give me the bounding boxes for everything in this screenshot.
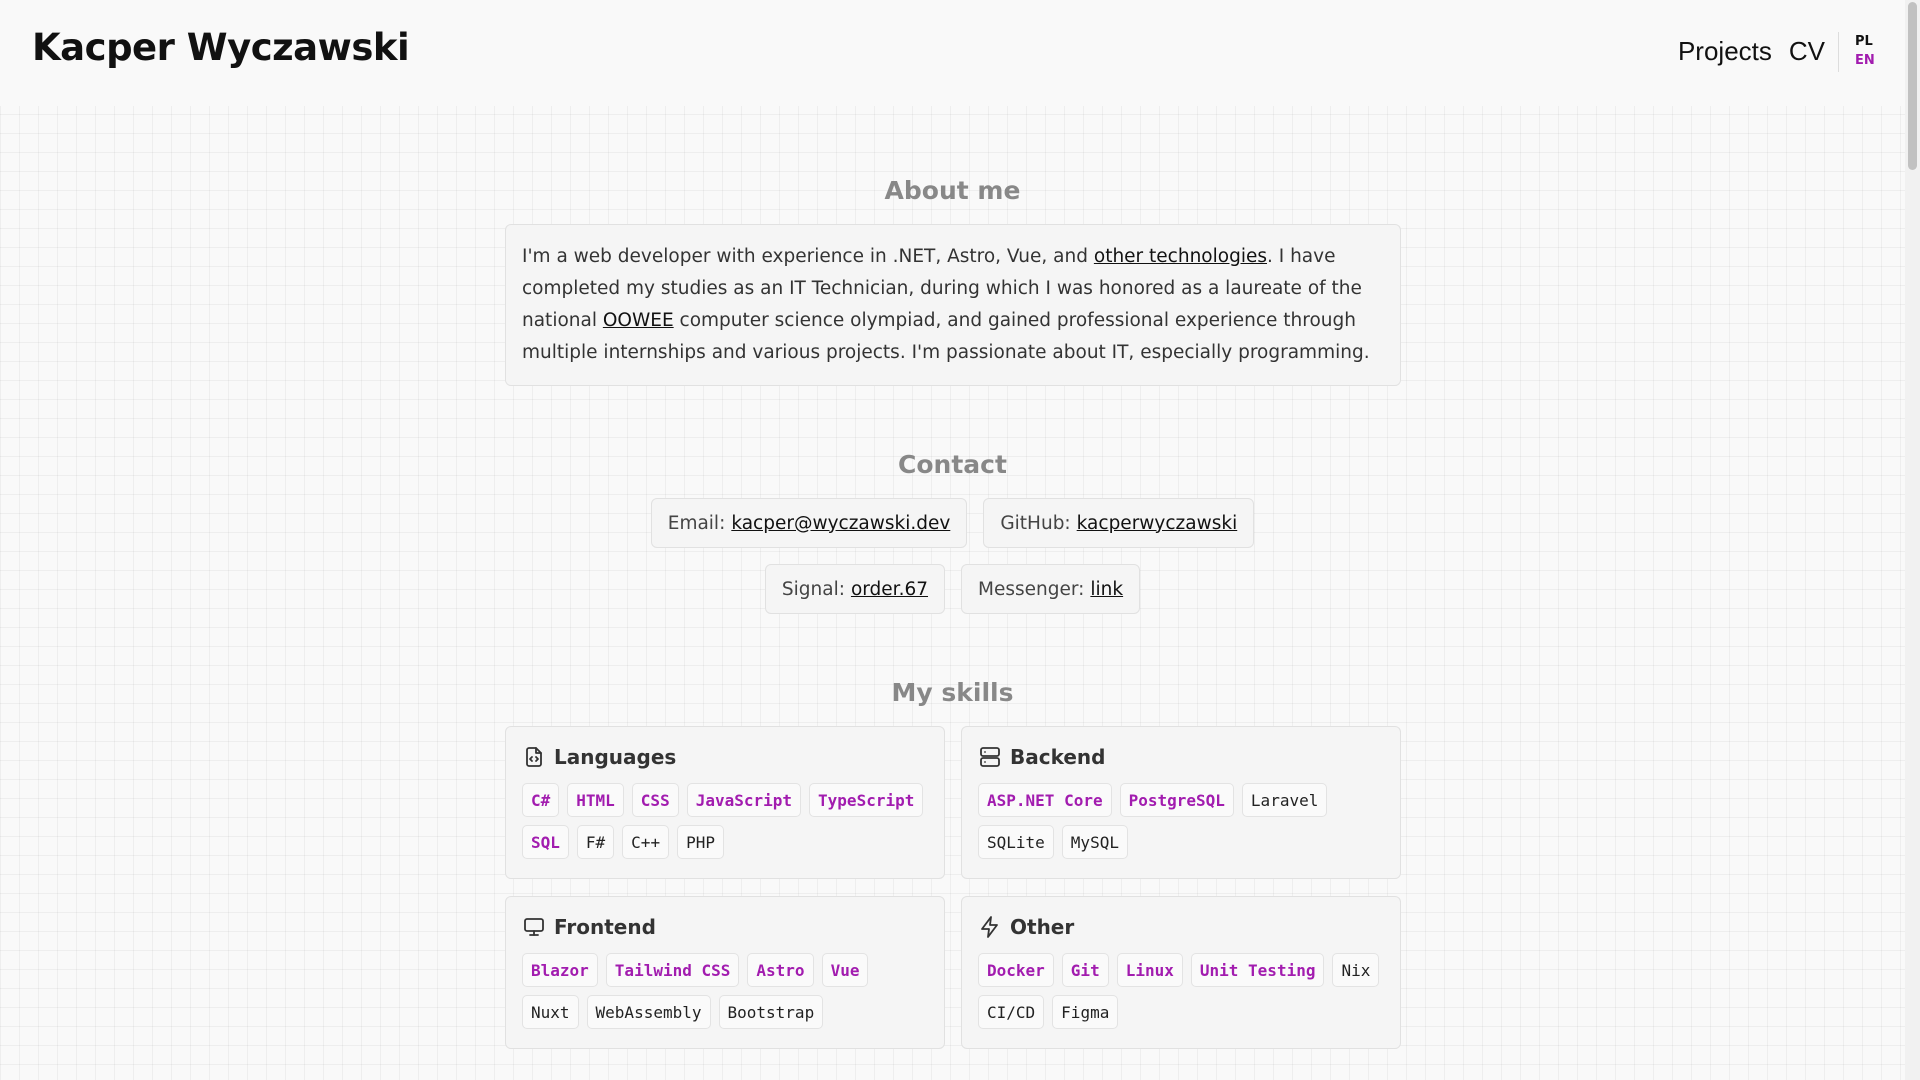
contact-github-label: GitHub: [1000,512,1071,534]
skill-tags [522,783,928,859]
skill-tag: TypeScript [809,783,923,817]
skill-tag: WebAssembly [587,995,711,1029]
other-technologies-link[interactable]: other technologies [1093,246,1267,267]
site-brand[interactable]: Kacper Wyczawski [32,26,410,69]
skill-tag: PostgreSQL [1120,783,1234,817]
contact-email-label: Email: [667,512,726,534]
skill-card-other [961,896,1401,1049]
skill-tag: Vue [822,953,869,987]
contact-github-link[interactable]: kacperwyczawski [1076,512,1238,534]
skill-tag: JavaScript [687,783,801,817]
skill-tag: Git [1062,953,1109,987]
skill-tags [978,783,1384,859]
contact-messenger-link[interactable]: link [1090,578,1124,600]
about-text-2: . I have completed my studies as an IT Technician, during which I was honored as a laureate of the national [522,246,1362,331]
skill-tag: Laravel [1242,783,1327,817]
skill-tag: Unit Testing [1191,953,1325,987]
contact-row-2 [0,564,1905,614]
skill-tag: HTML [567,783,624,817]
monitor-icon [522,915,546,939]
skill-card-header [978,745,1384,769]
contact-signal [765,564,945,614]
code-file-icon [522,745,546,769]
site-header [0,0,1905,106]
contact-email [651,498,968,548]
contact-messenger-label: Messenger: [978,578,1085,600]
lang-pl-link[interactable]: PL [1855,34,1873,49]
lightning-icon [978,915,1002,939]
skill-tag: Nuxt [522,995,579,1029]
main-nav [1678,36,1825,67]
skill-tag: Bootstrap [719,995,824,1029]
skill-tag: Figma [1052,995,1118,1029]
skill-tag: PHP [677,825,724,859]
skill-card-header [978,915,1384,939]
skill-tags [522,953,928,1029]
contact-github [983,498,1254,548]
contact-title: Contact [898,450,1007,479]
skill-tag: Docker [978,953,1054,987]
skill-tag: SQL [522,825,569,859]
contact-signal-label: Signal: [781,578,845,600]
nav-cv-link[interactable]: CV [1788,36,1825,66]
contact-row-1 [0,498,1905,548]
skill-tag: C++ [622,825,669,859]
skill-tag: ASP.NET Core [978,783,1112,817]
skill-card-title: Other [1010,915,1075,939]
skill-tag: CSS [632,783,679,817]
skill-tag: Tailwind CSS [606,953,740,987]
skill-card-backend [961,726,1401,879]
skill-card-title: Backend [1010,745,1106,769]
skill-tag: Blazor [522,953,598,987]
page-scrollbar[interactable] [1905,0,1920,1080]
skill-tag: Linux [1117,953,1183,987]
about-text-1: I'm a web developer with experience in .NET, Astro, Vue, and [522,246,1094,267]
contact-email-link[interactable]: kacper@wyczawski.dev [731,512,951,534]
about-text-3: computer science olympiad, and gained professional experience through multiple internships and various projects. I'm passionate about IT, especially programming. [522,310,1370,363]
skill-tag: SQLite [978,825,1054,859]
skill-tag: C# [522,783,559,817]
lang-en-link[interactable]: EN [1855,53,1875,68]
skill-tag: CI/CD [978,995,1044,1029]
skill-card-header [522,745,928,769]
oowee-link[interactable]: OOWEE [602,310,674,331]
nav-projects-link[interactable]: Projects [1677,36,1772,66]
scrollbar-thumb[interactable] [1908,2,1917,170]
contact-signal-link[interactable]: order.67 [850,578,929,600]
skill-card-title: Languages [554,745,677,769]
contact-messenger [961,564,1140,614]
skill-card-title: Frontend [554,915,656,939]
skill-tag: F# [577,825,614,859]
nav-divider [1838,32,1839,72]
skill-card-header [522,915,928,939]
skill-card-languages [505,726,945,879]
server-icon [978,745,1002,769]
skill-tag: Astro [747,953,813,987]
skill-card-frontend [505,896,945,1049]
about-title: About me [884,176,1021,205]
language-switcher [1855,33,1875,69]
skill-tag: Nix [1332,953,1379,987]
about-card [505,224,1401,386]
skill-tags [978,953,1384,1029]
skill-tag: MySQL [1062,825,1128,859]
skills-title: My skills [891,678,1014,707]
